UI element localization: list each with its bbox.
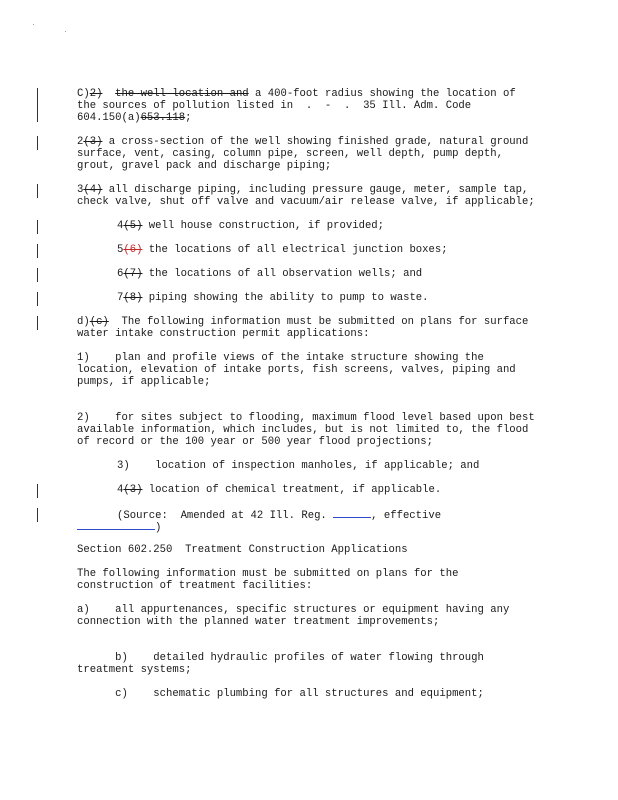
change-bar <box>37 88 38 122</box>
item-junction-boxes: 5(6) the locations of all electrical junction boxes; <box>117 244 448 256</box>
item-hydraulic-profiles: b) detailed hydraulic profiles of water flowing through treatment systems; <box>77 652 484 676</box>
scan-speck <box>33 24 34 25</box>
item-well-house: 4(5) well house construction, if provided; <box>117 220 385 232</box>
section-heading: Section 602.250 Treatment Construction Applications <box>77 544 408 556</box>
change-bar <box>37 136 38 150</box>
item-chemical-treatment: 4(3) location of chemical treatment, if applicable. <box>117 484 442 496</box>
effective-date-blank <box>77 520 155 530</box>
paragraph-cross-section: 2(3) a cross-section of the well showing finished grade, natural ground surface, vent, casing, column pipe, screen, well depth, pump depth, grout, gravel pack and discharge piping; <box>77 136 529 172</box>
section-intro: The following information must be submitted on plans for the construction of treatment facilities: <box>77 568 459 592</box>
item-flooding: 2) for sites subject to flooding, maximum flood level based upon best available information, which includes, but is not limited to, the flood of record or the 100 year or 500 year flood projections; <box>77 412 535 448</box>
change-bar <box>37 316 38 330</box>
change-bar <box>37 244 38 258</box>
item-observation-wells: 6(7) the locations of all observation wells; and <box>117 268 423 280</box>
change-bar <box>37 220 38 234</box>
item-pump-to-waste: 7(8) piping showing the ability to pump to waste. <box>117 292 429 304</box>
change-bar <box>37 268 38 282</box>
paragraph-surface-water: d)(c) The following information must be submitted on plans for surface water intake construction permit applications: <box>77 316 529 340</box>
item-plan-profile: 1) plan and profile views of the intake structure showing the location, elevation of intake ports, fish screens, valves, piping and pumps, if applicable; <box>77 352 516 388</box>
item-manholes: 3) location of inspection manholes, if applicable; and <box>117 460 480 472</box>
paragraph-discharge-piping: 3(4) all discharge piping, including pressure gauge, meter, sample tap, check valve, shut off valve and vacuum/air release valve, if applicable; <box>77 184 535 208</box>
paragraph-radius: C)2) the well location and a 400-foot radius showing the location of the sources of pollution listed in . - . 35 Ill. Adm. Code 604.150(a)653.118; <box>77 88 516 124</box>
change-bar <box>37 292 38 306</box>
item-appurtenances: a) all appurtenances, specific structures or equipment having any connection with the planned water treatment improvements; <box>77 604 510 628</box>
source-note-close: ) <box>77 520 161 534</box>
date-blank <box>333 508 371 518</box>
change-bar <box>37 484 38 498</box>
scan-speck <box>65 31 66 32</box>
change-bar <box>37 184 38 198</box>
change-bar <box>37 508 38 522</box>
item-schematic-plumbing: c) schematic plumbing for all structures and equipment; <box>77 688 484 700</box>
source-note: (Source: Amended at 42 Ill. Reg. , effective <box>117 510 442 522</box>
